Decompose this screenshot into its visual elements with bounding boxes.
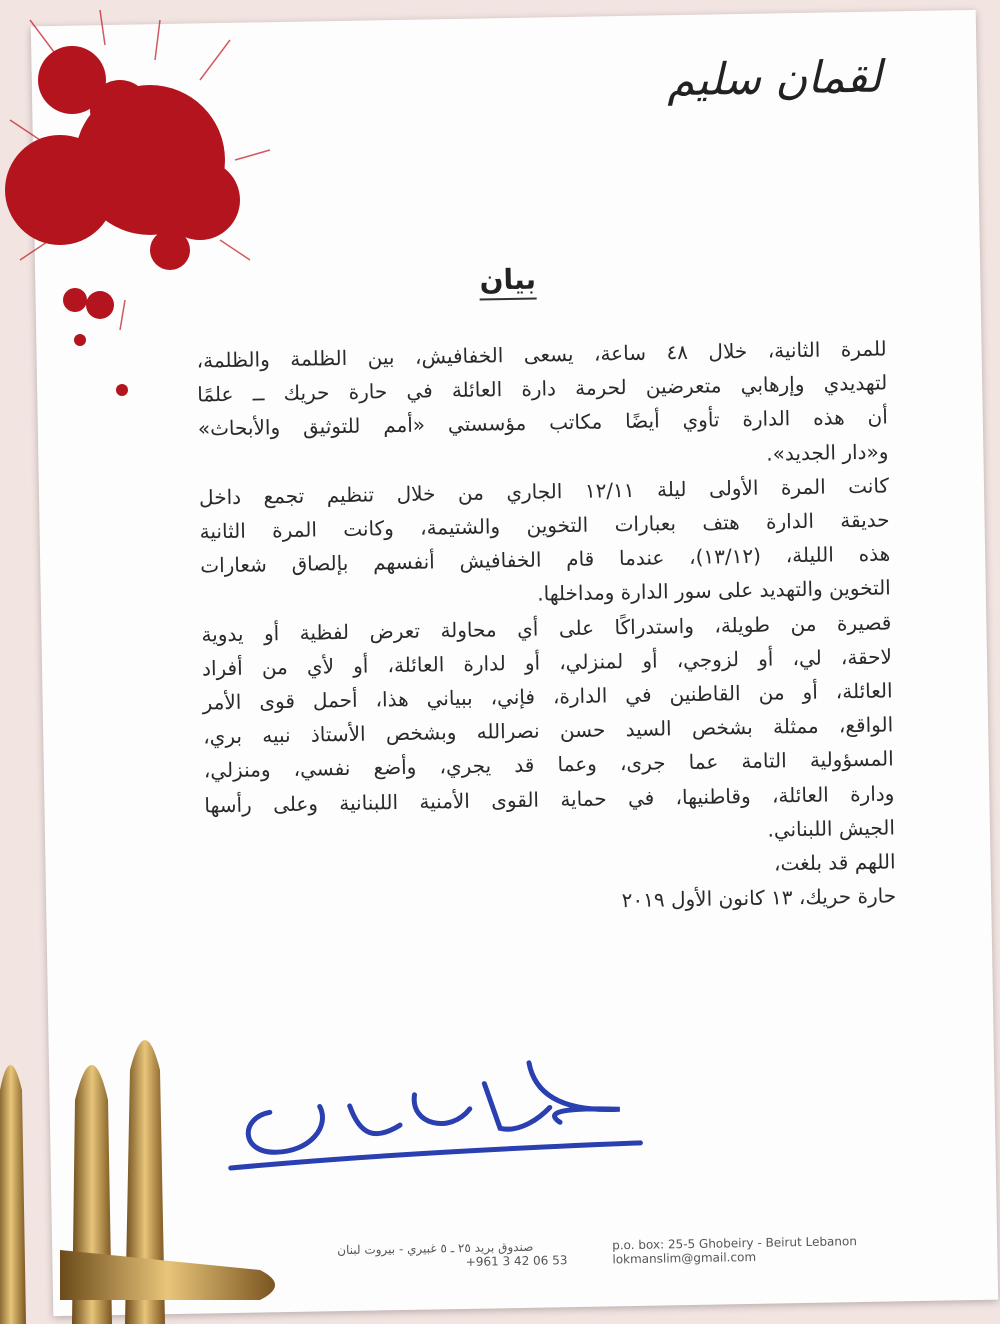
english-address: p.o. box: 25-5 Ghobeiry - Beirut Lebanon bbox=[612, 1234, 858, 1253]
statement-line: حديقة الدارة هتف بعبارات التخوين والشتيمة، وكانت المرة الثانية bbox=[199, 507, 890, 544]
statement-line: حارة حريك، ١٣ كانون الأول ٢٠١٩ bbox=[621, 883, 897, 913]
statement-line: للمرة الثانية، خلال ٤٨ ساعة، يسعى الخفافيش، بين الظلمة والظلمة، bbox=[196, 336, 887, 373]
phone-number: +961 3 42 06 53 bbox=[465, 1253, 568, 1269]
statement-line: ودارة العائلة، وقاطنيها، في حماية القوى الأمنية اللبنانية وعلى رأسها bbox=[204, 781, 895, 818]
statement-line: اللهم قد بلغت، bbox=[773, 849, 896, 876]
statement-line: العائلة، أو من القاطنين في الدارة، فإني، ببياني هذا، أحمل قوى الأمر bbox=[202, 678, 893, 715]
statement-line: أن هذه الدارة تأوي أيضًا مكاتب مؤسستي «أمم للتوثيق والأبحاث» bbox=[197, 404, 888, 441]
letterhead-logo: لقمان سليم bbox=[666, 51, 883, 107]
footer-arabic bbox=[337, 1239, 567, 1271]
title-text: بيان bbox=[479, 263, 536, 301]
statement-line: لاحقة، لي، أو لزوجي، أو لمنزلي، أو لدارة العائلة، أو لأي من أفراد bbox=[201, 644, 893, 681]
statement-line: هذه الليلة، (١٣/١٢)، عندما قام الخفافيش أنفسهم بإلصاق شعارات bbox=[200, 541, 891, 578]
statement-line: التخوين والتهديد على سور الدارة ومداخلها. bbox=[537, 575, 891, 607]
statement-line: المسؤولية التامة عما جرى، وعما قد يجري، وأضع نفسي، ومنزلي، bbox=[203, 746, 894, 783]
statement-body bbox=[196, 331, 896, 924]
statement-line: لتهديدي وإرهابي متعرضين لحرمة دارة العائلة في حارة حريك ــ علمًا bbox=[197, 370, 888, 407]
statement-line: قصيرة من طويلة، واستدراكًا على أي محاولة تعرض لفظية أو يدوية bbox=[201, 610, 892, 647]
arabic-address: صندوق بريد ٢٥ ـ ٥ غبيري - بيروت لبنان bbox=[337, 1239, 534, 1258]
statement-line: و«دار الجديد». bbox=[766, 439, 889, 466]
statement-line: كانت المرة الأولى ليلة ١٢/١١ الجاري من خلال تنظيم تجمع داخل bbox=[198, 473, 890, 510]
email-address: lokmanslim@gmail.com bbox=[612, 1249, 757, 1267]
statement-line: الجيش اللبناني. bbox=[767, 815, 896, 842]
footer-english bbox=[612, 1234, 857, 1266]
blood-splatter-decoration bbox=[0, 0, 290, 470]
statement-line: الواقع، ممثلة بشخص السيد حسن نصرالله وبشخص الأستاذ نبيه بري، bbox=[203, 712, 894, 749]
bullets-decoration bbox=[0, 1000, 300, 1324]
